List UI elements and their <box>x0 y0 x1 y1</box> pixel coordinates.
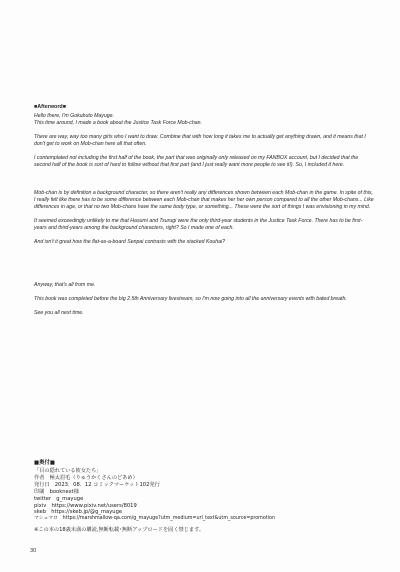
afterword-paragraph: There are way, way too many girls who I want to draw. Combine that with how long it takes me to actually get anything drawn, and it means that I don't get to work on Mob-chan here all that often. <box>34 134 366 148</box>
colophon-section <box>34 460 374 534</box>
afterword-paragraph: It seemed exceedingly unlikely to me that Hasumi and Tsurugi were the only third-year students in the Justice Task Force. There has to be first-years and third-years among the background characters, right? So I made one of each. <box>34 217 363 231</box>
colophon-pixiv: pixiv https://www.pixiv.net/users/8019 <box>34 502 137 509</box>
colophon-skeb: skeb https://skeb.jp/@g_mayuge <box>34 509 123 516</box>
afterword-paragraph: This book was completed before the big 2.5th Anniversary livestream, so I'm now going into all the anniversary events with bated breath. <box>34 296 347 303</box>
colophon-marshmallow: マシュマロ https://marshmallow-qa.com/g_mayuge?utm_medium=url_text&utm_source=promotion <box>34 516 275 522</box>
afterword-heading: ■Afterword■ <box>34 104 66 110</box>
afterword-paragraph: Hello there, I'm Gokubuto Mayuge. This time around, I made a book about the Justice Task Force Mob-chan. <box>34 113 202 127</box>
afterword-paragraph: Anyway, that's all from me. <box>34 282 96 289</box>
afterword-paragraph: I contemplated not including the first half of the book, the part that was originally only released on my FANBOX account, but I decided that the second half of the book is sort of hard to follow without that first part (and I just really want more people to see it!). So, I included it here. <box>34 155 359 169</box>
afterword-paragraph: See you all next time. <box>34 310 84 317</box>
page-number: 30 <box>30 548 37 554</box>
afterword-paragraph: And isn't it great how the flat-as-a-board Senpai contrasts with the stacked Kouhai? <box>34 239 226 246</box>
colophon-author: 作者 極太眉毛（りゅうかくさんのどあめ） <box>34 474 138 481</box>
colophon-twitter: twitter g_mayuge <box>34 495 84 502</box>
colophon-publish-date: 発行日 2023．08．12 コミックマーケット102発行 <box>34 481 160 488</box>
afterword-section <box>34 104 374 317</box>
colophon-notice: ※この本の18歳未満の購読,無断転載･無断アップロードを固く禁じます。 <box>34 527 205 534</box>
colophon-heading: ■奥付■ <box>34 460 55 466</box>
afterword-paragraph: Mob-chan is by definition a background character, so there aren't really any differences shown between each Mob-chan in the game. In spite of this, I really felt like there has to be some difference between each Mob-chan that makes her her own person compared to all the other Mob-chans... Like differences in age, or that no two Mob-chans have the same body type, or something... These were the sort of things I was envisioning in my mind. <box>34 189 374 210</box>
colophon-printer: 印刷 booknext様 <box>34 488 79 495</box>
colophon-title: 「目の隠れている彼女たち」 <box>34 468 102 474</box>
